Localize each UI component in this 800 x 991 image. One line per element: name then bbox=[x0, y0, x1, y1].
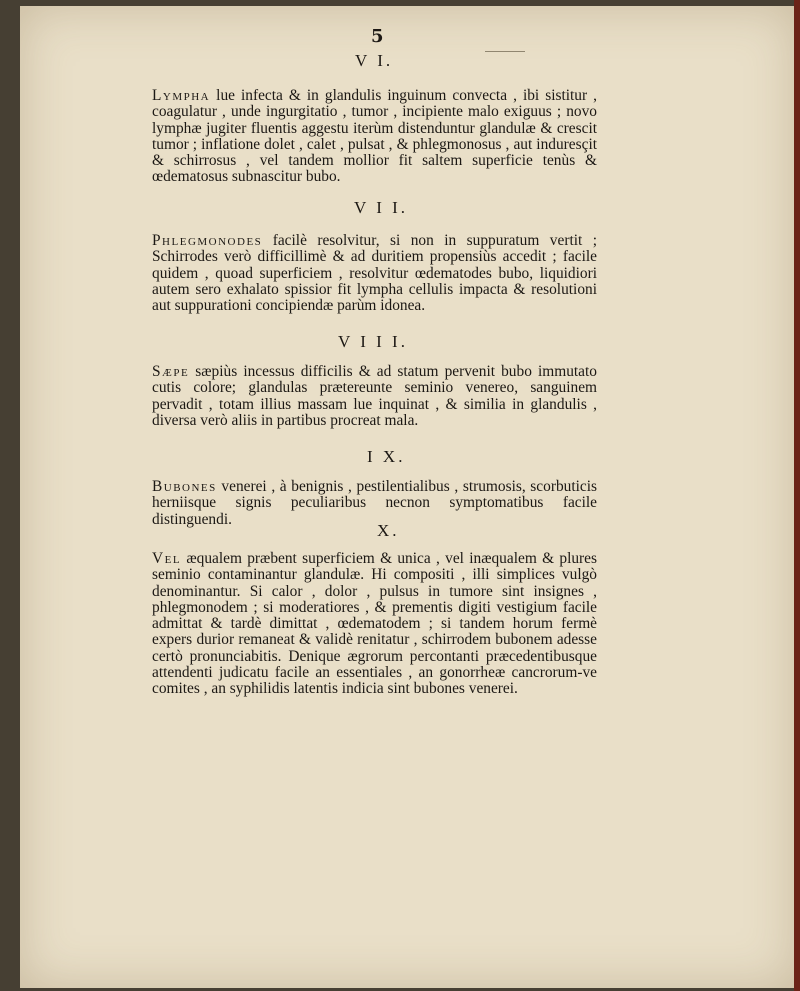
paragraph-text: lue infecta & in glandulis inguinum convecta , ibi sistitur , coagulatur , unde ingurgitatio , tumor , incipiente malo exiguus ; novo lymphæ jugiter fluentis aggestu iterùm distenduntur glandulæ & crescit tumor ; inflatione dolet , calet , pulsat , & phlegmonosus , aut induresçit & schirrosus , vel tandem mollior fit saltem superficie tenùs & œdematosus subnascitur bubo. bbox=[152, 87, 597, 186]
lead-word: Bubones bbox=[152, 478, 217, 495]
section-paragraph-vi bbox=[152, 88, 597, 186]
paragraph-text: sæpiùs incessus difficilis & ad statum pervenit bubo immutato cutis colore; glandulas prætereunte seminio venereo, sanguinem pervadit , totam illius massam lue inquinat , & similia in glandulis , diversa verò aliis in partibus procreat mala. bbox=[152, 363, 597, 429]
section-heading-viii: V I I I. bbox=[338, 332, 408, 351]
page-number: 5 bbox=[371, 26, 384, 47]
paragraph-text: æqualem præbent superficiem & unica , vel inæqualem & plures seminio contaminantur glandulæ. Hi compositi , illi simplices vulgò denominantur. Si calor , dolor , pulsus in tumore sint insignes , phlegmonodem ; si moderatiores , & prementis digiti vestigium facile admittat & tardè dimittat , œdematodem ; si tandem horum fermè expers durior remaneat & validè renitatur , schirrodem bubonem adesse certò pronunciabitis. Denique ægrorum percontanti præcedentibusque attendenti judicatu facile an essentiales , an gonorrheæ cancrorum-ve comites , an syphilidis latentis indicia sint bubones venerei. bbox=[152, 550, 597, 698]
lead-word: Lympha bbox=[152, 87, 211, 104]
book-page bbox=[20, 6, 796, 988]
paragraph-text: facilè resolvitur, si non in suppuratum vertit ; Schirrodes verò difficillimè & ad duritiem propensiùs accedit ; facile quidem , quoad superficiem , resolvitur œdematodes bubo, liquidiori autem sero exhalato spissior fit lympha cellulis impacta & resolutioni aut suppurationi concipiendæ parùm idonea. bbox=[152, 232, 597, 315]
lead-word: Vel bbox=[152, 550, 182, 567]
section-heading-x: X. bbox=[377, 521, 400, 540]
section-heading-ix: I X. bbox=[367, 447, 406, 466]
lead-word: Phlegmonodes bbox=[152, 232, 263, 249]
section-heading-vi: V I. bbox=[355, 51, 394, 70]
printer-mark bbox=[485, 51, 525, 52]
section-paragraph-ix bbox=[152, 479, 597, 528]
paragraph-text: venerei , à benignis , pestilentialibus , strumosis, scorbuticis herniisque signis peculiaribus necnon symptomatibus facile distinguendi. bbox=[152, 478, 597, 528]
section-paragraph-vii bbox=[152, 233, 597, 314]
section-heading-vii: V I I. bbox=[354, 198, 409, 217]
lead-word: Sæpe bbox=[152, 363, 190, 380]
section-paragraph-x bbox=[152, 551, 597, 698]
book-cover-edge bbox=[794, 0, 800, 991]
section-paragraph-viii bbox=[152, 364, 597, 429]
